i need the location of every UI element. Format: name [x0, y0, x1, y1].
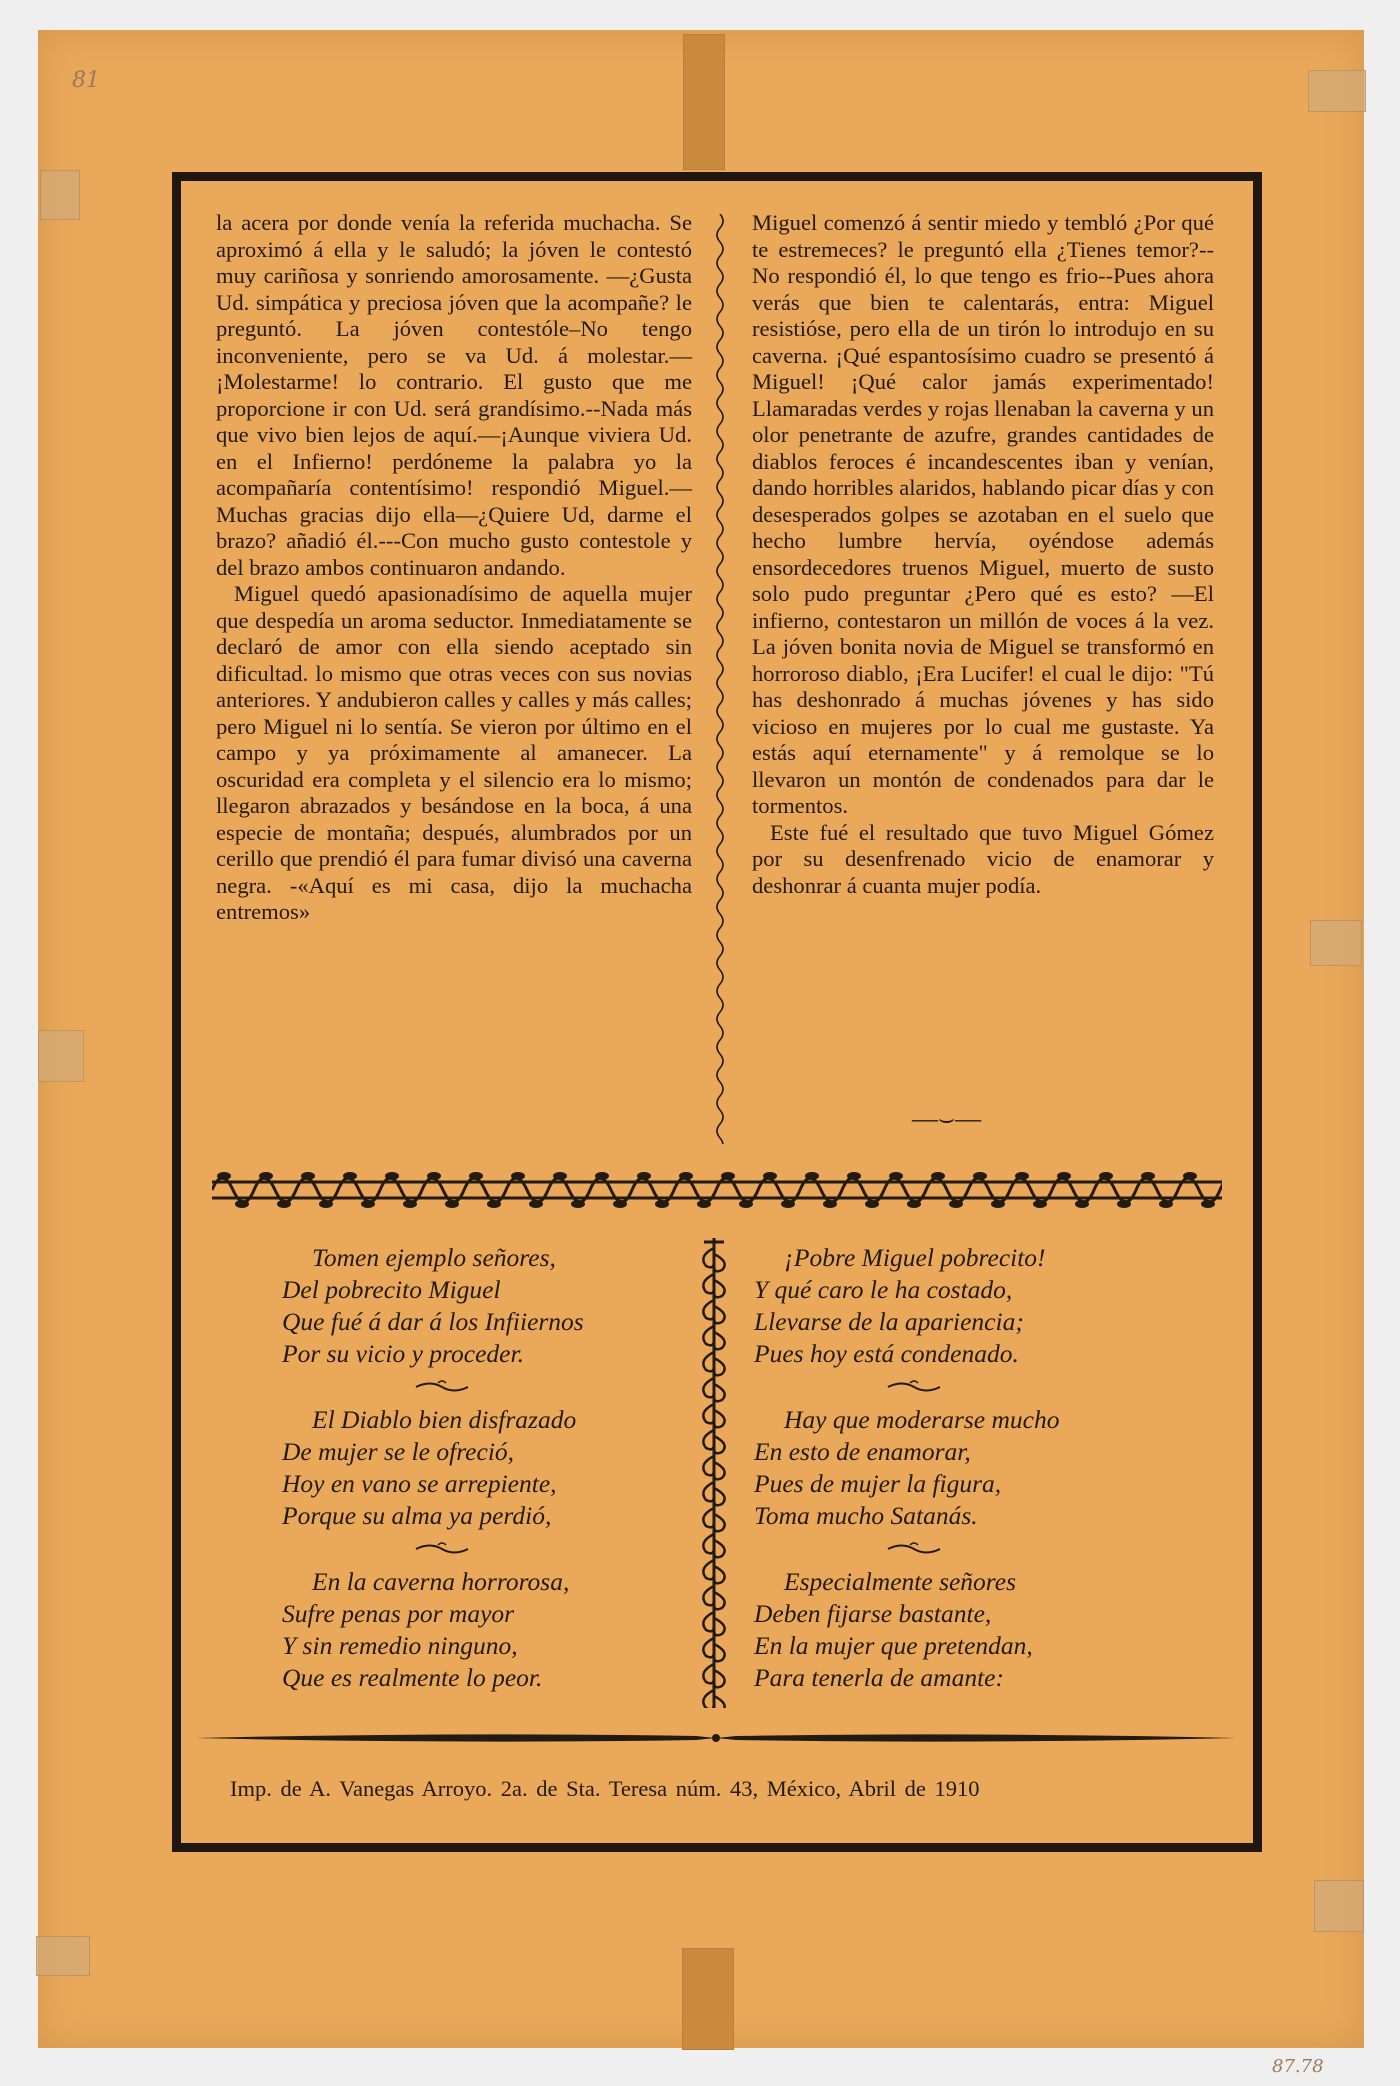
verse-line: El Diablo bien disfrazado	[312, 1405, 577, 1434]
tape-top-left	[40, 170, 80, 220]
verse-line: Hoy en vano se arrepiente,	[282, 1469, 557, 1498]
verse-line: De mujer se le ofreció,	[282, 1437, 515, 1466]
tape-top-right	[1308, 70, 1366, 112]
handwritten-number-top: 81	[72, 68, 100, 93]
imprint-line: Imp. de A. Vanegas Arroyo. 2a. de Sta. Teresa núm. 43, México, Abril de 1910	[230, 1776, 980, 1801]
stanza-flourish	[282, 1532, 584, 1566]
bottom-rule	[196, 1730, 1236, 1746]
verse-line: Sufre penas por mayor	[282, 1599, 515, 1628]
verse-line: Pues de mujer la figura,	[754, 1469, 1002, 1498]
verse-line: Por su vicio y proceder.	[282, 1339, 524, 1368]
stanza-flourish	[754, 1370, 1059, 1404]
ornamental-border	[212, 1160, 1222, 1220]
stanza-flourish	[282, 1370, 584, 1404]
verse-line: En la caverna horrorosa,	[312, 1567, 570, 1596]
handwritten-number-bottom: 87.78	[1272, 2056, 1324, 2077]
verse-line: Y qué caro le ha costado,	[754, 1275, 1013, 1304]
verse-line: Del pobrecito Miguel	[282, 1275, 501, 1304]
verse-column-left	[282, 1242, 584, 1694]
tape-lower-right	[1314, 1880, 1364, 1932]
verse-line: Tomen ejemplo señores,	[312, 1243, 556, 1272]
verse-column-right	[754, 1242, 1059, 1694]
verse-line: En la mujer que pretendan,	[754, 1631, 1033, 1660]
tape-bottom-center	[682, 1948, 734, 2050]
verse-line: Porque su alma ya perdió,	[282, 1501, 552, 1530]
verse-line: Llevarse de la apariencia;	[754, 1307, 1024, 1336]
story-paragraph: Este fué el resultado que tuvo Miguel Gómez por su desenfrenado vicio de enamorar y deshonrar á cuanta mujer podía.	[752, 819, 1214, 898]
verse-line: Y sin remedio ninguno,	[282, 1631, 518, 1660]
story-paragraph: la acera por donde venía la referida muchacha. Se aproximó á ella y le saludó; la jóven le contestó muy cariñosa y sonriendo amorosamente. —¿Gusta Ud. simpática y preciosa jóven que la acompañe? le preguntó. La jóven contestóle–No tengo inconveniente, pero se va Ud. á molestar.—¡Molestarme! lo contrario. El gusto que me proporcione ir con Ud. será grandísimo.--Nada más que vivo bien lejos de aquí.—¡Aunque viviera Ud. en el Infierno! perdóneme la palabra yo la acompañaría contentísimo! respondió Miguel.—Muchas gracias dijo ella—¿Quiere Ud, darme el brazo? añadió él.---Con mucho gusto contestole y del brazo ambos continuaron andando.	[216, 210, 692, 580]
story-paragraph: Miguel quedó apasionadísimo de aquella mujer que despedía un aroma seductor. Inmediatamente se declaró de amor con ella siendo aceptado sin dificultad. lo mismo que otras veces con sus novias anteriores. Y andubieron calles y calles y más calles; pero Miguel ni lo sentía. Se vieron por último en el campo y ya próximamente al amanecer. La oscuridad era completa y el silencio era lo mismo; llegaron abrazados y besándose en la boca, á una especie de montaña; después, alumbrados por un cerillo que prendió él para fumar divisó una caverna negra. -«Aquí es mi casa, dijo la muchacha entremos»	[216, 581, 692, 924]
verse-line: Pues hoy está condenado.	[754, 1339, 1019, 1368]
verse-line: Deben fijarse bastante,	[754, 1599, 992, 1628]
tape-mid-left	[38, 1030, 84, 1082]
verse-line: Que es realmente lo peor.	[282, 1663, 543, 1692]
column-divider-wavy	[710, 214, 730, 1144]
verse-divider-vine	[694, 1238, 734, 1708]
tape-mid-right	[1310, 920, 1362, 966]
verse-line: Hay que moderarse mucho	[784, 1405, 1060, 1434]
verse-line: Que fué á dar á los Infiiernos	[282, 1307, 584, 1336]
story-column-right	[752, 210, 1214, 899]
verse-line: ¡Pobre Miguel pobrecito!	[784, 1243, 1046, 1272]
verse-line: Para tenerla de amante:	[754, 1663, 1004, 1692]
end-mark: —⌣—	[912, 1104, 982, 1133]
tape-lower-left	[36, 1936, 90, 1976]
verse-line: En esto de enamorar,	[754, 1437, 971, 1466]
verse-line: Toma mucho Satanás.	[754, 1501, 978, 1530]
story-column-left	[216, 210, 692, 926]
verse-line: Especialmente señores	[784, 1567, 1017, 1596]
stanza-flourish	[754, 1532, 1059, 1566]
tape-top-center	[683, 34, 725, 170]
story-paragraph: Miguel comenzó á sentir miedo y tembló ¿Por qué te estremeces? le preguntó ella ¿Tienes temor?--No respondió él, lo que tengo es frio--Pues ahora verás que bien te calentarás, entra: Miguel resistióse, pero ella de un tirón lo introdujo en su caverna. ¡Qué espantosísimo cuadro se presentó á Miguel! ¡Qué calor jamás experimentado! Llamaradas verdes y rojas llenaban la caverna y un olor penetrante de azufre, grandes cantidades de diablos feroces é incandescentes iban y venían, dando horribles alaridos, hablando picar días y con desesperados golpes se azotaban en el suelo que hecho lumbre hervía, oyéndose además ensordecedores truenos Miguel, muerto de susto solo pudo preguntar ¿Pero qué es esto? —El infierno, contestaron un millón de voces á la vez. La jóven bonita novia de Miguel se transformó en horroroso diablo, ¡Era Lucifer! el cual le dijo: "Tú has deshonrado á muchas jóvenes y has sido vicioso en mujeres por lo cual me gustaste. Ya estás aquí eternamente" y á remolque se lo llevaron un montón de condenados para dar le tormentos.	[752, 210, 1214, 818]
